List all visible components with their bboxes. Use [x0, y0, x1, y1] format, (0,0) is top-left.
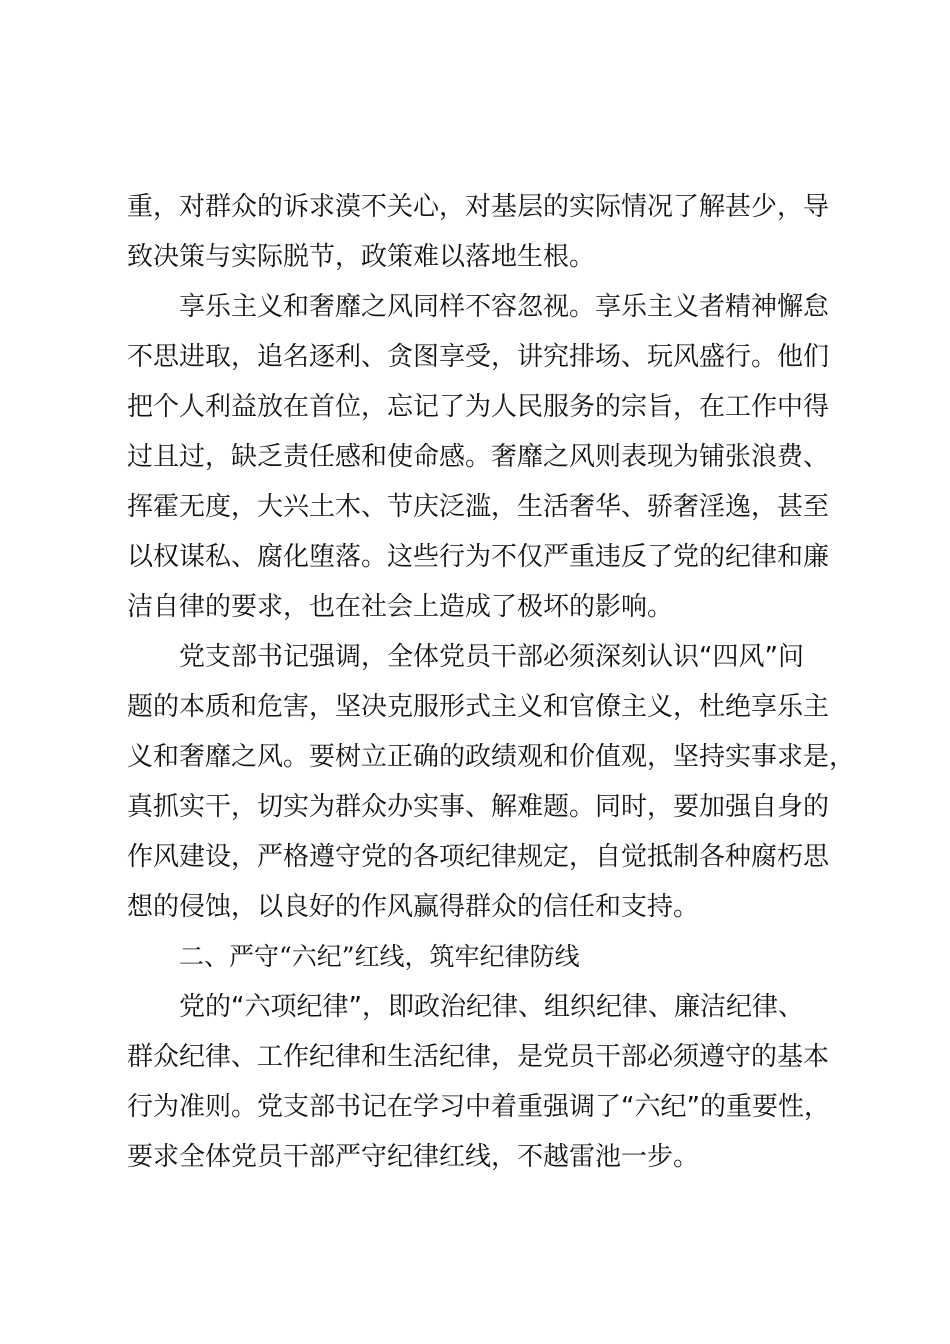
text-line: 要求全体党员干部严守纪律红线，不越雷池一步。	[127, 1142, 700, 1172]
text-line: 真抓实干，切实为群众办实事、解难题。同时，要加强自身的	[127, 792, 830, 822]
text-line: 重，对群众的诉求漠不关心，对基层的实际情况了解甚少，导	[127, 192, 830, 222]
paragraph-six-disciplines	[127, 982, 867, 1182]
text-line: 把个人利益放在首位，忘记了为人民服务的宗旨，在工作中得	[127, 392, 830, 422]
text-line: 想的侵蚀，以良好的作风赢得群众的信任和支持。	[127, 892, 700, 922]
text-line: 行为准则。党支部书记在学习中着重强调了“六纪”的重要性，	[127, 1092, 830, 1122]
section-heading-text: 二、严守“六纪”红线，筑牢纪律防线	[179, 942, 580, 971]
text-line: 享乐主义和奢靡之风同样不容忽视。享乐主义者精神懈怠	[179, 292, 830, 322]
paragraph-hedonism	[127, 282, 867, 632]
text-line: 题的本质和危害，坚决克服形式主义和官僚主义，杜绝享乐主	[127, 692, 830, 722]
text-line: 过且过，缺乏责任感和使命感。奢靡之风则表现为铺张浪费、	[127, 442, 830, 472]
text-line: 党的“六项纪律”，即政治纪律、组织纪律、廉洁纪律、	[179, 992, 804, 1022]
paragraph-secretary-emphasis	[127, 632, 867, 932]
document-body	[127, 182, 867, 1182]
text-line: 作风建设，严格遵守党的各项纪律规定，自觉抵制各种腐朽思	[127, 842, 830, 872]
text-line: 致决策与实际脱节，政策难以落地生根。	[127, 242, 596, 272]
section-heading	[127, 932, 867, 982]
text-line: 不思进取，追名逐利、贪图享受，讲究排场、玩风盛行。他们	[127, 342, 830, 372]
text-line: 挥霍无度，大兴土木、节庆泛滥，生活奢华、骄奢淫逸，甚至	[127, 492, 830, 522]
text-line: 群众纪律、工作纪律和生活纪律，是党员干部必须遵守的基本	[127, 1042, 830, 1072]
text-line: 以权谋私、腐化堕落。这些行为不仅严重违反了党的纪律和廉	[127, 542, 830, 572]
text-line: 义和奢靡之风。要树立正确的政绩观和价值观，坚持实事求是，	[127, 742, 856, 772]
paragraph-continuation	[127, 182, 867, 282]
text-line: 洁自律的要求，也在社会上造成了极坏的影响。	[127, 592, 674, 622]
text-line: 党支部书记强调，全体党员干部必须深刻认识“四风”问	[179, 642, 804, 672]
